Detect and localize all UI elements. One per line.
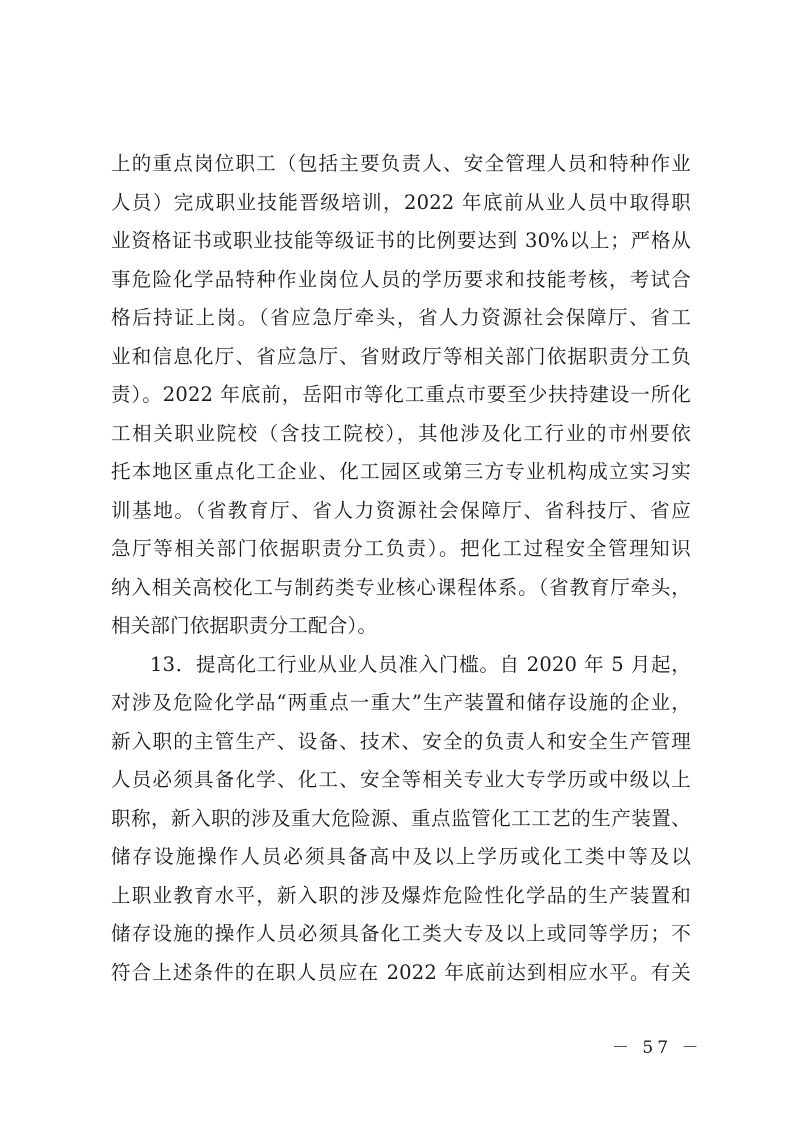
text-line: 人员）完成职业技能晋级培训，2022 年底前从业人员中取得职 <box>111 190 691 214</box>
text-line: 急厅等相关部门依据职责分工负责）。把化工过程安全管理知识 <box>111 537 691 560</box>
text-line: 业资格证书或职业技能等级证书的比例要达到 30%以上；严格从 <box>111 229 691 252</box>
text-line: 上的重点岗位职工（包括主要负责人、安全管理人员和特种作业 <box>111 152 691 175</box>
text-line: 格后持证上岗。（省应急厅牵头，省人力资源社会保障厅、省工 <box>111 306 691 329</box>
text-line: 事危险化学品特种作业岗位人员的学历要求和技能考核，考试合 <box>111 267 691 291</box>
text-line: 对涉及危险化学品“两重点一重大”生产装置和储存设施的企业， <box>111 691 691 714</box>
page-number: － 57 － <box>612 1038 703 1058</box>
body-text <box>111 145 691 992</box>
text-line: 责）。2022 年底前，岳阳市等化工重点市要至少扶持建设一所化 <box>111 383 691 406</box>
text-line: 工相关职业院校（含技工院校），其他涉及化工行业的市州要依 <box>111 421 691 445</box>
section-13-heading-line: 13．提高化工行业从业人员准入门槛。自 2020 年 5 月起， <box>150 652 691 676</box>
text-line: 相关部门依据职责分工配合）。 <box>111 614 378 637</box>
text-line: 新入职的主管生产、设备、技术、安全的负责人和安全生产管理 <box>111 729 691 753</box>
text-line: 储存设施的操作人员必须具备化工类大专及以上或同等学历；不 <box>111 922 691 945</box>
text-line: 符合上述条件的在职人员应在 2022 年底前达到相应水平。有关 <box>111 960 691 984</box>
text-line: 上职业教育水平，新入职的涉及爆炸危险性化学品的生产装置和 <box>111 883 691 907</box>
text-line: 职称，新入职的涉及重大危险源、重点监管化工工艺的生产装置、 <box>111 806 691 830</box>
text-line: 储存设施操作人员必须具备高中及以上学历或化工类中等及以 <box>111 845 691 868</box>
text-line: 托本地区重点化工企业、化工园区或第三方专业机构成立实习实 <box>111 460 691 483</box>
text-line: 人员必须具备化学、化工、安全等相关专业大专学历或中级以上 <box>111 768 691 791</box>
text-line: 业和信息化厅、省应急厅、省财政厅等相关部门依据职责分工负 <box>111 344 691 368</box>
text-line: 训基地。（省教育厅、省人力资源社会保障厅、省科技厅、省应 <box>111 498 691 522</box>
text-line: 纳入相关高校化工与制药类专业核心课程体系。（省教育厅牵头， <box>111 575 691 599</box>
